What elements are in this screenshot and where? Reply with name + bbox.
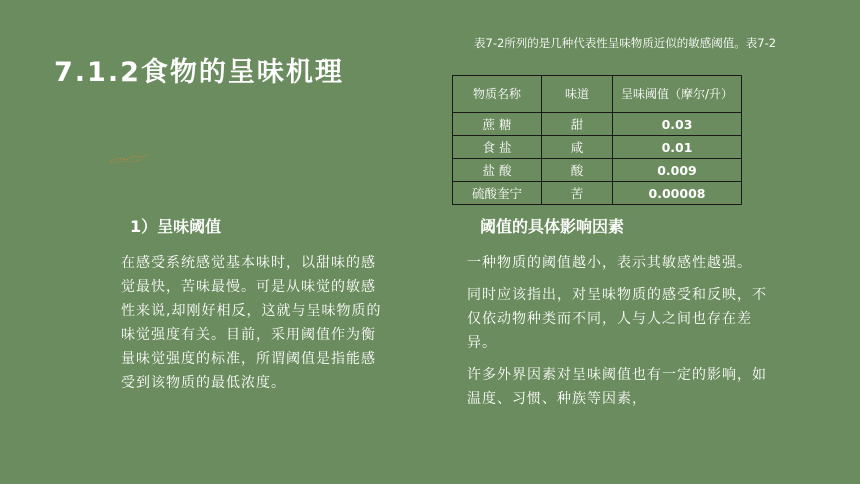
header-taste: 味道 <box>542 76 613 113</box>
table-row <box>453 113 742 136</box>
threshold-table <box>452 75 742 205</box>
table-header-row <box>453 76 742 113</box>
factors-paragraph: 同时应该指出，对呈味物质的感受和反映，不仅依动物种类而不同，人与人之间也存在差异。 <box>467 287 767 351</box>
table-row <box>453 136 742 159</box>
cell-threshold: 0.009 <box>613 159 742 182</box>
cell-substance: 盐 酸 <box>453 159 542 182</box>
factors-heading: 阈值的具体影响因素 <box>480 217 625 236</box>
table-row <box>453 159 742 182</box>
slide-title: 7.1.2食物的呈味机理 <box>54 57 344 88</box>
factors-paragraph: 一种物质的阈值越小，表示其敏感性越强。 <box>467 255 752 271</box>
cell-threshold: 0.03 <box>613 113 742 136</box>
cell-substance: 食 盐 <box>453 136 542 159</box>
header-substance: 物质名称 <box>453 76 542 113</box>
cell-taste: 咸 <box>542 136 613 159</box>
table-row <box>453 182 742 205</box>
cell-taste: 甜 <box>542 113 613 136</box>
table-caption: 表7-2所列的是几种代表性呈味物质近似的敏感阈值。表7-2 <box>474 36 777 50</box>
threshold-heading: 1）呈味阈值 <box>130 217 222 236</box>
decorative-scribble <box>108 152 150 164</box>
cell-taste: 苦 <box>542 182 613 205</box>
cell-substance: 蔗 糖 <box>453 113 542 136</box>
threshold-description: 在感受系统感觉基本味时，以甜味的感觉最快，苦味最慢。可是从味觉的敏感性来说,却刚好相反，这就与呈味物质的味觉强度有关。目前，采用阈值作为衡量味觉强度的标准，所谓阈值是指能感受到该物质的最低浓度。 <box>121 255 382 391</box>
factors-paragraph: 许多外界因素对呈味阈值也有一定的影响，如温度、习惯、种族等因素， <box>467 367 767 407</box>
factors-content <box>467 251 767 419</box>
cell-taste: 酸 <box>542 159 613 182</box>
cell-substance: 硫酸奎宁 <box>453 182 542 205</box>
header-threshold: 呈味阈值（摩尔/升） <box>613 76 742 113</box>
cell-threshold: 0.00008 <box>613 182 742 205</box>
cell-threshold: 0.01 <box>613 136 742 159</box>
